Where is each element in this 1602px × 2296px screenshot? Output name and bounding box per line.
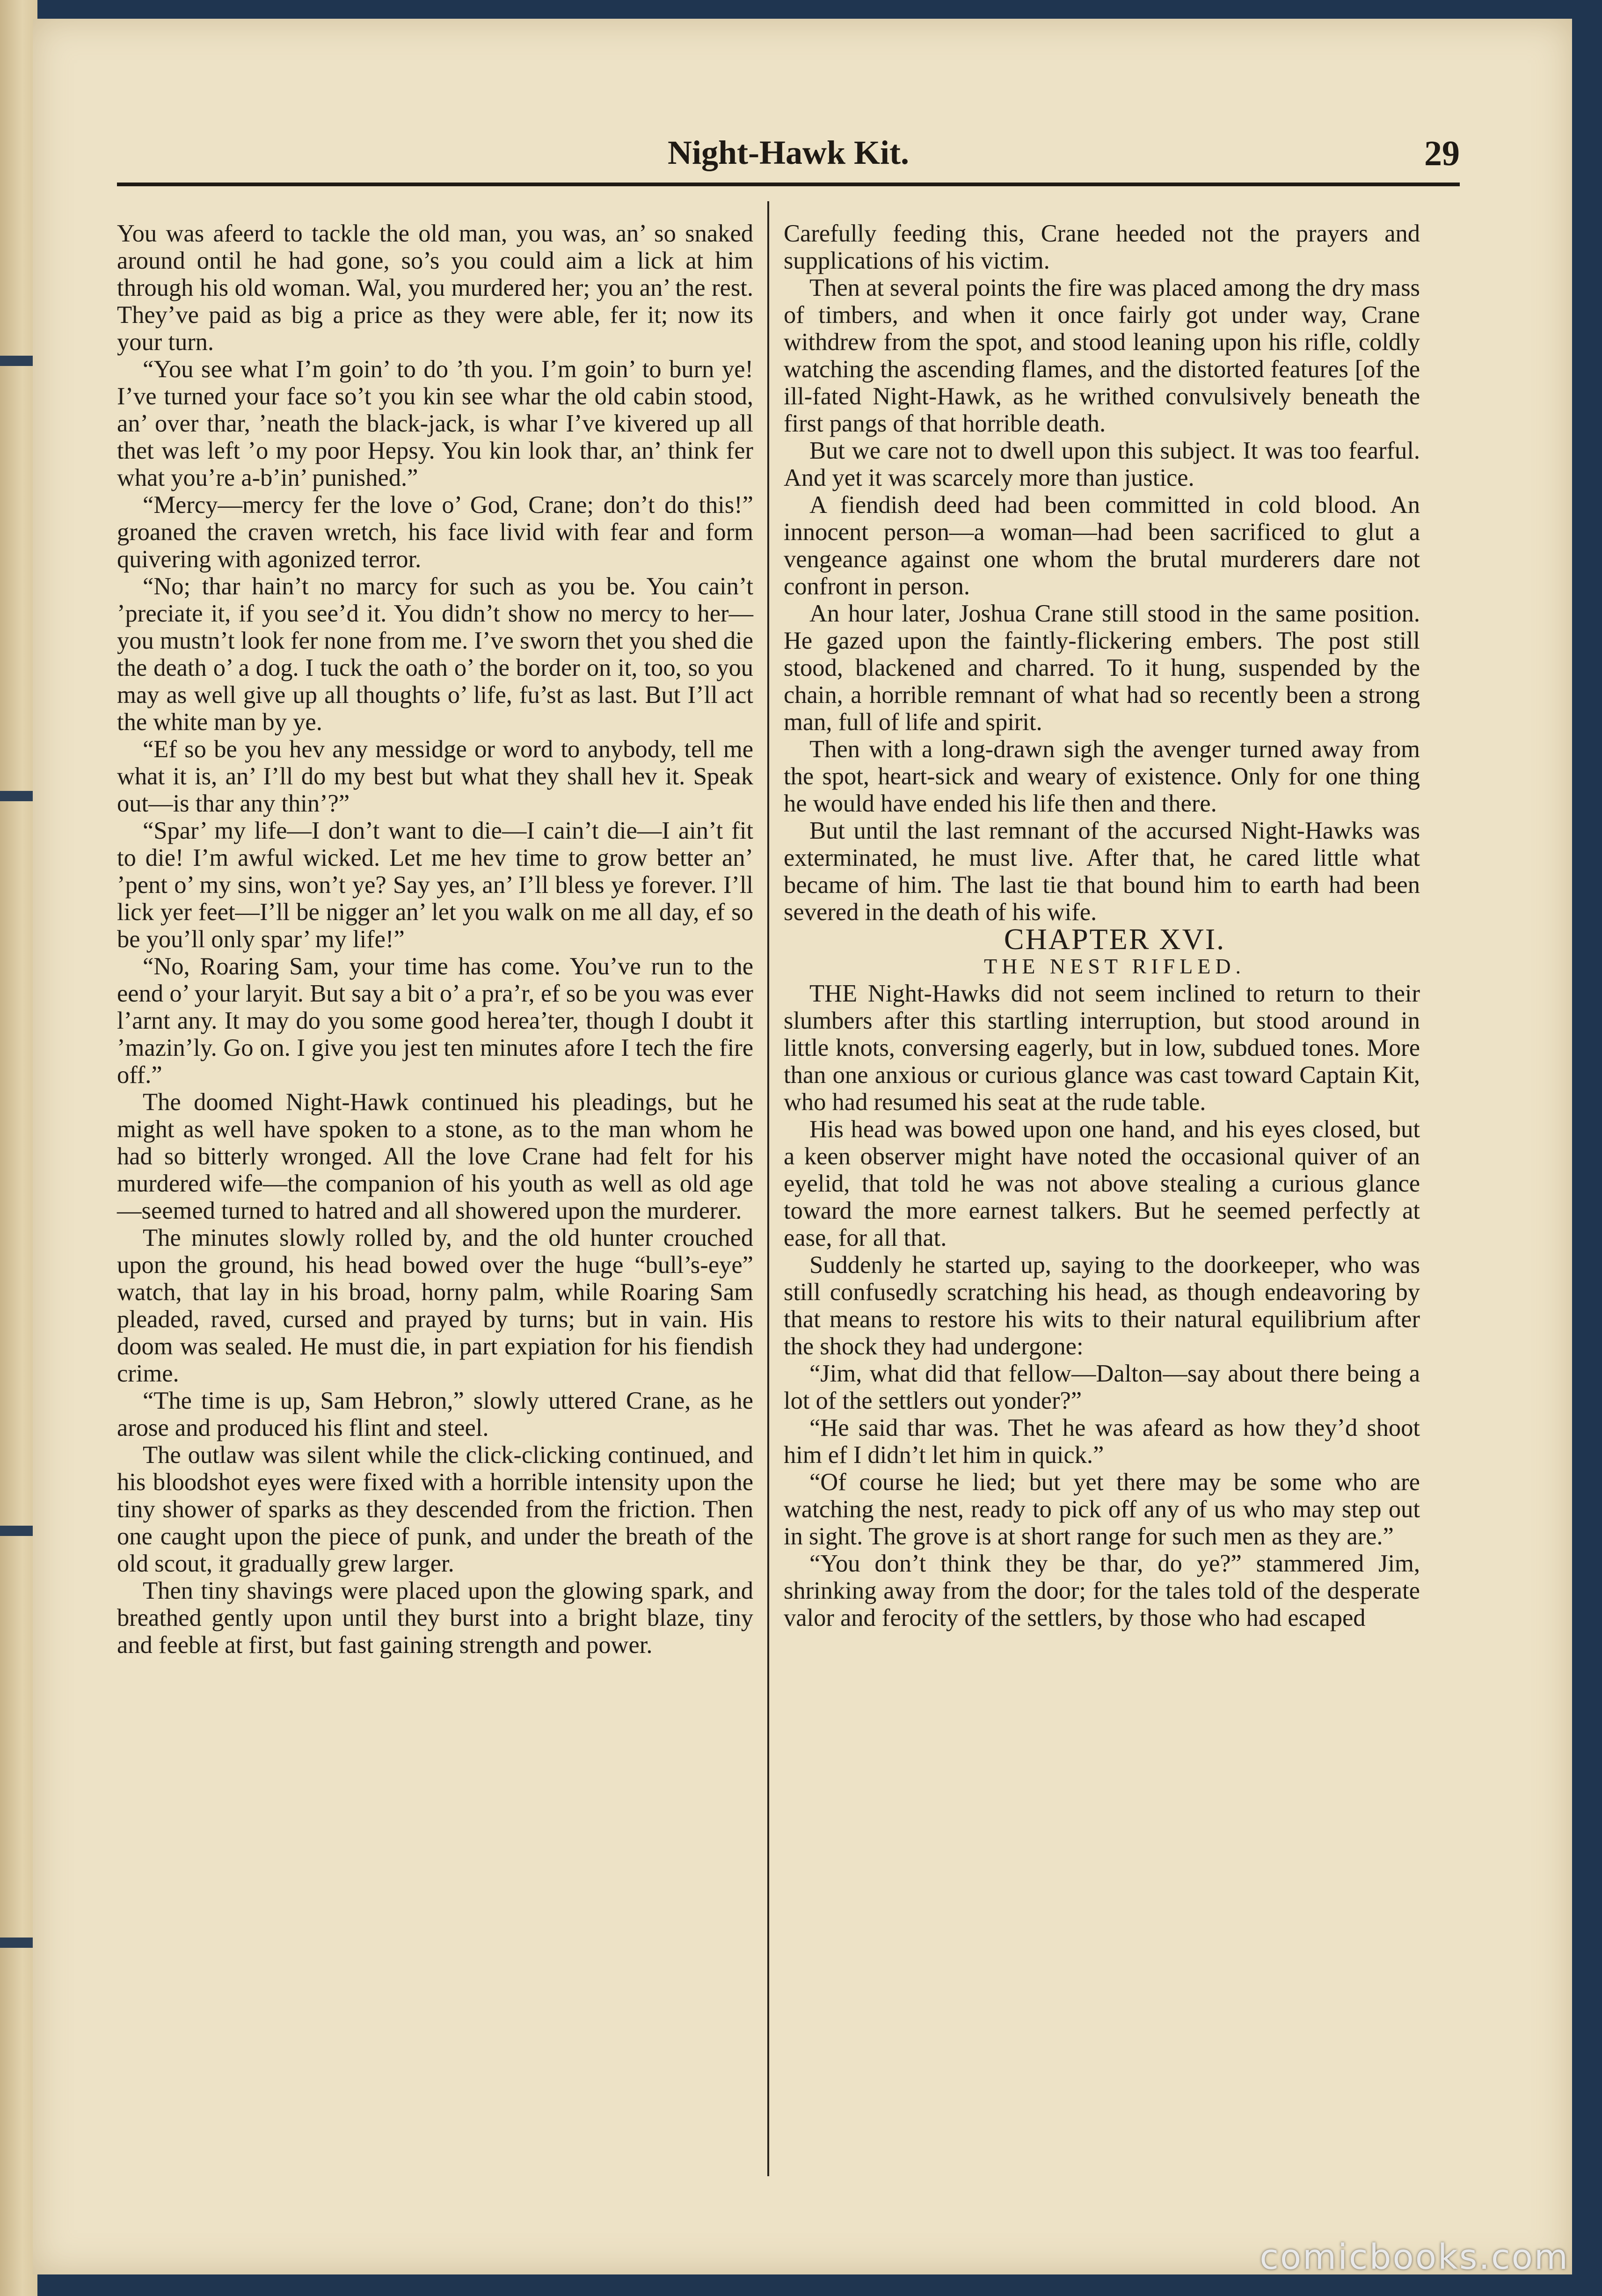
paragraph: His head was bowed upon one hand, and his eyes closed, but a keen observer might have noted the occasional quiver of an eyelid, that told he was not above stealing a curious glance toward the more earnest talkers. But he seemed perfectly at ease, for all that. <box>784 1116 1420 1251</box>
paragraph: Suddenly he started up, saying to the doorkeeper, who was still confusedly scratching his head, as though endeavoring by that means to restore his wits to their natural equilibrium after the shock they had undergone: <box>784 1251 1420 1360</box>
left-column <box>117 220 753 1659</box>
paragraph: You was afeerd to tackle the old man, you was, an’ so snaked around ontil he had gone, so’s you could aim a lick at him through his old woman. Wal, you murdered her; you an’ the rest. They’ve paid as big a price as they were able, fer it; now its your turn. <box>117 220 753 356</box>
paragraph: The outlaw was silent while the click-clicking continued, and his bloodshot eyes were fixed with a horrible intensity upon the tiny shower of sparks as they descended from the friction. Then one caught upon the piece of punk, and under the breath of the old scout, it gradually grew larger. <box>117 1441 753 1577</box>
chapter-subtitle: THE NEST RIFLED. <box>983 954 1246 978</box>
paragraph: “You see what I’m goin’ to do ’th you. I’m goin’ to burn ye! I’ve turned your face so’t you kin see whar the old cabin stood, an’ over thar, ’neath the black-jack, is whar I’ve kivered up all thet was left ’o my poor Hepsy. You kin look thar, an’ think fer what you’re a-b’in’ punished.” <box>117 356 753 491</box>
paragraph: “You don’t think they be thar, do ye?” stammered Jim, shrinking away from the door; for the tales told of the desperate valor and ferocity of the settlers, by those who had escaped <box>784 1550 1420 1631</box>
paragraph: “Spar’ my life—I don’t want to die—I cain’t die—I ain’t fit to die! I’m awful wicked. Let me hev time to grow better an’ ’pent o’ my sins, won’t ye? Say yes, an’ I’ll bless ye forever. I’ll lick yer feet—I’ll be nigger an’ let you walk on me all day, ef so be you’ll only spar’ my life!” <box>117 817 753 953</box>
paragraph: But we care not to dwell upon this subject. It was too fearful. And yet it was scarcely more than justice. <box>784 437 1420 491</box>
running-title: Night-Hawk Kit. <box>667 134 910 171</box>
paragraph: “No; thar hain’t no marcy for such as you be. You cain’t ’preciate it, if you see’d it. You didn’t show no mercy to her—you mustn’t look fer none from me. I’ve sworn thet you shed die the death o’ a dog. I tuck the oath o’ the border on it, too, so you may as well give up all thoughts o’ life, fu’st as last. But I’ll act the white man by ye. <box>117 573 753 736</box>
column-divider <box>767 201 769 2176</box>
paragraph: “Of course he lied; but yet there may be some who are watching the nest, ready to pick off any of us who may step out in sight. The grove is at short range for such men as they are.” <box>784 1469 1420 1550</box>
paragraph: But until the last remnant of the accursed Night-Hawks was exterminated, he must live. After that, he cared little what became of him. The last tie that bound him to earth had been severed in the death of his wife. <box>784 817 1420 926</box>
paragraph: Then with a long-drawn sigh the avenger turned away from the spot, heart-sick and weary of existence. Only for one thing he would have ended his life then and there. <box>784 736 1420 817</box>
paragraph: Then tiny shavings were placed upon the glowing spark, and breathed gently upon until they burst into a bright blaze, tiny and feeble at first, but fast gaining strength and power. <box>117 1577 753 1659</box>
book-spine <box>0 0 37 2296</box>
paragraph: “Jim, what did that fellow—Dalton—say about there being a lot of the settlers out yonder?” <box>784 1360 1420 1414</box>
chapter-title: CHAPTER XVI. <box>1004 922 1226 956</box>
paragraph: “Ef so be you hev any messidge or word to anybody, tell me what it is, an’ I’ll do my best but what they shall hev it. Speak out—is thar any thin’?” <box>117 736 753 817</box>
paragraph: The minutes slowly rolled by, and the old hunter crouched upon the ground, his head bowed over the huge “bull’s-eye” watch, that lay in his broad, horny palm, while Roaring Sam pleaded, raved, cursed and prayed by turns; but in vain. His doom was sealed. He must die, in part expiation for his fiendish crime. <box>117 1224 753 1387</box>
paragraph: “He said thar was. Thet he was afeard as how they’d shoot him ef I didn’t let him in quick.” <box>784 1414 1420 1469</box>
paragraph: The doomed Night-Hawk continued his pleadings, but he might as well have spoken to a stone, as to the man whom he had so bitterly wronged. All the love Crane had felt for his murdered wife—the companion of his youth as well as old age—seemed turned to hatred and all showered upon the murderer. <box>117 1089 753 1224</box>
paragraph: “No, Roaring Sam, your time has come. You’ve run to the eend o’ your laryit. But say a bit o’ a pra’r, ef so be you was ever l’arnt any. It may do you some good herea’ter, though I doubt it ’mazin’ly. Go on. I give you jest ten minutes afore I tech the fire off.” <box>117 953 753 1089</box>
paragraph: Then at several points the fire was placed among the dry mass of timbers, and when it once fairly got under way, Crane withdrew from the spot, and stood leaning upon his rifle, coldly watching the ascending flames, and the distorted features [of the ill-fated Night-Hawk, as he writhed convulsively beneath the first pangs of that horrible death. <box>784 274 1420 437</box>
watermark: comicbooks.com <box>1260 2237 1569 2277</box>
paragraph: “Mercy—mercy fer the love o’ God, Crane; don’t do this!” groaned the craven wretch, his face livid with fear and form quivering with agonized terror. <box>117 491 753 573</box>
paragraph: “The time is up, Sam Hebron,” slowly uttered Crane, as he arose and produced his flint and steel. <box>117 1387 753 1441</box>
paragraph: THE Night-Hawks did not seem inclined to return to their slumbers after this startling interruption, but stood around in little knots, conversing eagerly, but in low, subdued tones. More than one anxious or curious glance was cast toward Captain Kit, who had resumed his seat at the rude table. <box>784 980 1420 1116</box>
paragraph: An hour later, Joshua Crane still stood in the same position. He gazed upon the faintly-flickering embers. The post still stood, blackened and charred. To it hung, suspended by the chain, a horrible remnant of what had so recently been a strong man, full of life and spirit. <box>784 600 1420 736</box>
page-header <box>117 112 1460 186</box>
paragraph: Carefully feeding this, Crane heeded not the prayers and supplications of his victim. <box>784 220 1420 274</box>
paragraph: A fiendish deed had been committed in cold blood. An innocent person—a woman—had been sacrificed to glut a vengeance against one whom the brutal murderers dare not confront in person. <box>784 491 1420 600</box>
page-number: 29 <box>1424 134 1460 173</box>
right-column <box>784 220 1420 1631</box>
